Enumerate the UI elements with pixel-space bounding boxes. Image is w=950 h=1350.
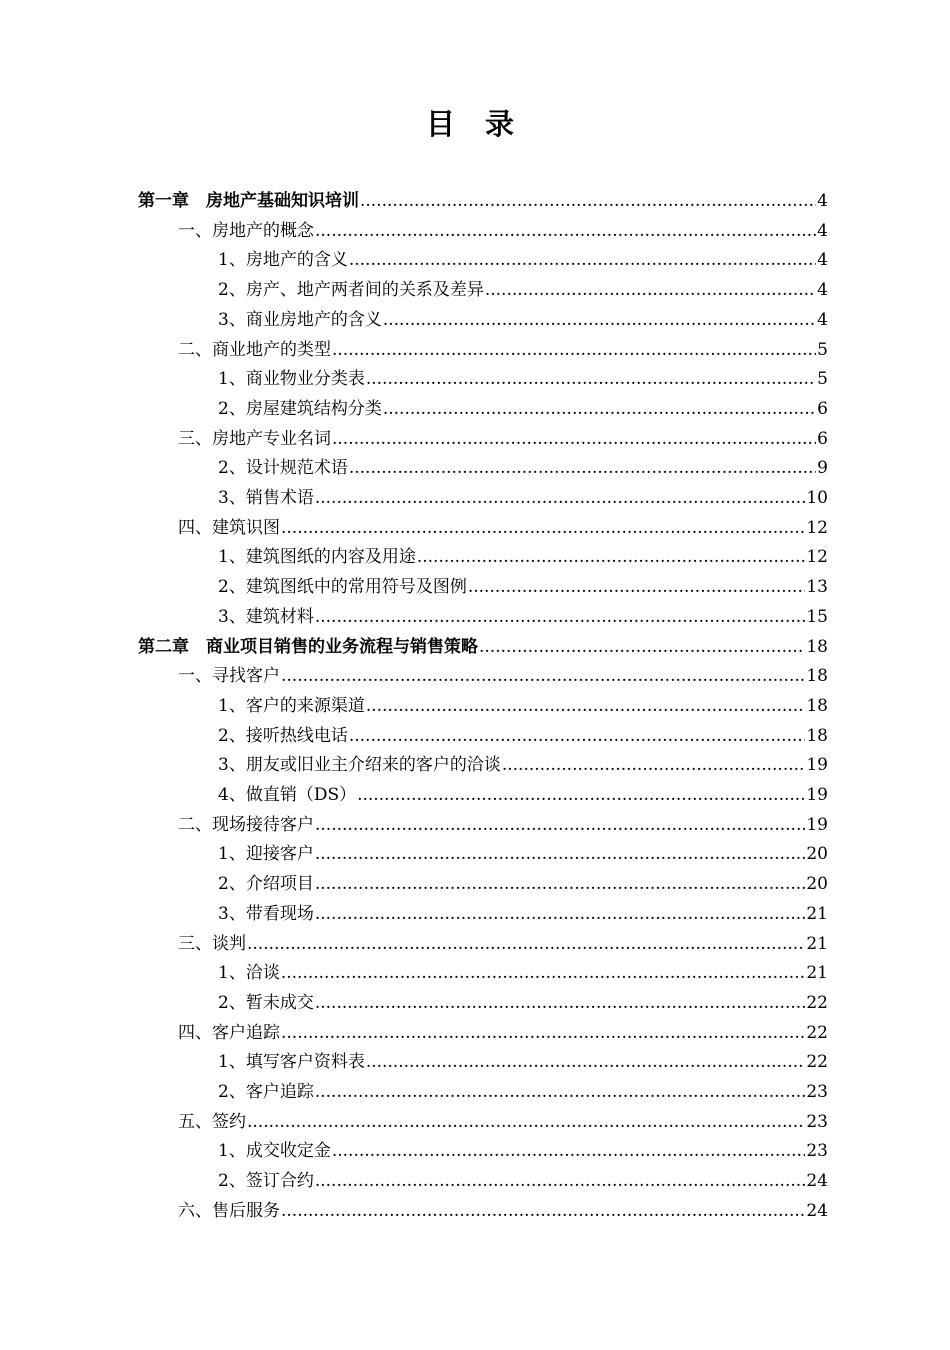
toc-entry[interactable] [138,628,828,658]
toc-entry-label: 1、成交收定金 [218,1141,331,1162]
toc-dot-leader [281,1022,805,1044]
toc-dot-leader [479,636,805,658]
toc-entry-page-number: 20 [806,844,828,865]
toc-entry-page-number: 6 [817,428,828,449]
toc-entry-page-number: 5 [817,339,828,360]
toc-entry-label: 2、介绍项目 [218,874,314,895]
toc-entry-label: 1、建筑图纸的内容及用途 [218,547,416,568]
toc-entry[interactable] [218,1073,828,1103]
toc-entry-page-number: 22 [806,1052,828,1073]
toc-entry-page-number: 23 [806,1111,828,1132]
toc-entry-label: 3、朋友或旧业主介绍来的客户的洽谈 [218,755,501,776]
toc-entry-label: 3、带看现场 [218,903,314,924]
toc-entry[interactable] [218,954,828,984]
toc-entry-page-number: 24 [806,1171,828,1192]
toc-entry-label: 2、暂未成交 [218,992,314,1013]
toc-entry-label: 第二章 商业项目销售的业务流程与销售策略 [138,636,478,657]
toc-entry-label: 五、签约 [178,1111,246,1132]
toc-entry-label: 六、售后服务 [178,1200,280,1221]
toc-dot-leader [315,873,806,895]
toc-entry-label: 3、销售术语 [218,488,314,508]
toc-entry[interactable] [218,479,828,509]
toc-entry[interactable] [178,509,828,539]
toc-entry-page-number: 21 [806,963,828,984]
toc-entry-label: 2、建筑图纸中的常用符号及图例 [218,577,467,598]
toc-entry-label: 3、建筑材料 [218,606,314,627]
toc-dot-leader [315,814,805,836]
toc-dot-leader [315,1170,806,1192]
toc-entry-label: 1、商业物业分类表 [218,369,365,390]
toc-dot-leader [349,457,816,479]
toc-dot-leader [315,1081,806,1103]
toc-entry[interactable] [178,420,828,450]
toc-entry[interactable] [218,241,828,271]
toc-entry[interactable] [218,538,828,568]
toc-entry-label: 三、谈判 [178,933,246,954]
toc-entry-page-number: 23 [806,1082,828,1102]
toc-entry[interactable] [218,687,828,717]
toc-entry[interactable] [218,1132,828,1162]
toc-entry[interactable] [218,301,828,331]
toc-entry-label: 1、客户的来源渠道 [218,695,365,716]
toc-entry-label: 1、房地产的含义 [218,250,348,271]
toc-title: 目 录 [425,107,525,141]
toc-entry[interactable] [218,865,828,895]
toc-entry-page-number: 4 [817,309,828,330]
toc-entry[interactable] [178,657,828,687]
toc-entry-page-number: 4 [817,220,828,241]
toc-entry[interactable] [218,1162,828,1192]
toc-entry-label: 四、客户追踪 [178,1022,280,1043]
toc-entry-page-number: 12 [806,517,828,538]
toc-entry-label: 一、房地产的概念 [178,220,314,241]
toc-entry[interactable] [218,895,828,925]
toc-entry[interactable] [218,390,828,420]
toc-entry-page-number: 4 [817,280,828,301]
toc-entry[interactable] [218,746,828,776]
toc-entry[interactable] [138,182,828,212]
toc-entry[interactable] [218,1043,828,1073]
toc-entry[interactable] [218,835,828,865]
toc-entry-page-number: 15 [806,606,828,627]
toc-entry-page-number: 10 [806,488,828,508]
toc-entry-label: 二、商业地产的类型 [178,339,331,360]
toc-entry-page-number: 18 [806,636,828,657]
toc-dot-leader [349,249,816,271]
toc-entry-page-number: 6 [817,398,828,419]
toc-entry-label: 2、设计规范术语 [218,458,348,479]
toc-dot-leader [315,903,806,925]
toc-dot-leader [357,784,805,806]
toc-entry[interactable] [178,331,828,361]
toc-entry-page-number: 4 [817,191,828,211]
toc-dot-leader [485,279,816,301]
toc-dot-leader [315,843,806,865]
toc-entry[interactable] [218,598,828,628]
toc-entry-page-number: 12 [806,547,828,568]
toc-dot-leader [281,1200,805,1222]
toc-dot-leader [349,725,806,747]
toc-dot-leader [315,992,806,1014]
toc-entry-page-number: 5 [817,369,828,390]
toc-entry-label: 第一章 房地产基础知识培训 [138,191,359,211]
toc-entry-page-number: 18 [806,725,828,746]
toc-entry[interactable] [178,1014,828,1044]
toc-entry-page-number: 19 [806,785,828,805]
toc-entry-label: 三、房地产专业名词 [178,428,331,449]
toc-dot-leader [281,962,806,984]
toc-entry-page-number: 23 [806,1141,828,1162]
toc-entry-label: 2、房屋建筑结构分类 [218,398,382,419]
toc-entry[interactable] [218,271,828,301]
toc-dot-leader [417,546,806,568]
toc-entry-page-number: 13 [806,577,828,598]
toc-entry-label: 四、建筑识图 [178,517,280,538]
toc-entry-label: 3、商业房地产的含义 [218,309,382,330]
toc-dot-leader [332,428,816,450]
toc-dot-leader [281,517,805,539]
toc-entry[interactable] [178,1103,828,1133]
toc-entry[interactable] [218,776,828,806]
toc-dot-leader [383,398,816,420]
toc-entry[interactable] [178,1192,828,1222]
toc-dot-leader [332,339,816,361]
toc-dot-leader [383,309,816,331]
toc-entry-label: 一、寻找客户 [178,666,280,687]
toc-entry-label: 1、填写客户资料表 [218,1052,365,1073]
toc-entry-page-number: 18 [806,695,828,716]
toc-entry-page-number: 24 [806,1200,828,1221]
toc-entry-page-number: 22 [806,992,828,1013]
toc-dot-leader [315,220,816,242]
toc-entry-label: 1、洽谈 [218,963,280,984]
toc-entry-page-number: 9 [817,458,828,479]
toc-entry-page-number: 4 [817,250,828,271]
toc-entry[interactable] [218,360,828,390]
toc-dot-leader [332,1140,806,1162]
toc-entry-page-number: 22 [806,1022,828,1043]
toc-dot-leader [502,754,806,776]
toc-entry-label: 2、接听热线电话 [218,725,348,746]
toc-entry[interactable] [218,984,828,1014]
toc-dot-leader [366,695,806,717]
toc-dot-leader [247,933,805,955]
toc-entry-label: 2、客户追踪 [218,1082,314,1102]
toc-entry-label: 2、签订合约 [218,1171,314,1192]
toc-entry[interactable] [218,568,828,598]
toc-dot-leader [366,368,816,390]
toc-dot-leader [315,606,806,628]
toc-entry-label: 2、房产、地产两者间的关系及差异 [218,280,484,301]
toc-entry-page-number: 21 [806,903,828,924]
toc-entry[interactable] [218,449,828,479]
toc-entry-page-number: 19 [806,814,828,835]
toc-dot-leader [281,665,805,687]
toc-entry-page-number: 19 [806,755,828,776]
toc-dot-leader [468,576,806,598]
toc-entry-page-number: 21 [806,933,828,954]
toc-entry[interactable] [178,806,828,836]
toc-entry[interactable] [218,717,828,747]
toc-entry-page-number: 18 [806,666,828,687]
toc-dot-leader [315,487,806,509]
toc-entry-label: 二、现场接待客户 [178,814,314,835]
toc-entry-label: 4、做直销（DS） [218,785,357,805]
toc-dot-leader [247,1111,805,1133]
toc-entry[interactable] [178,212,828,242]
toc-entry-page-number: 20 [806,874,828,895]
toc-entry[interactable] [178,925,828,955]
toc-dot-leader [366,1051,806,1073]
toc-entry-label: 1、迎接客户 [218,844,314,865]
toc-dot-leader [360,190,816,212]
